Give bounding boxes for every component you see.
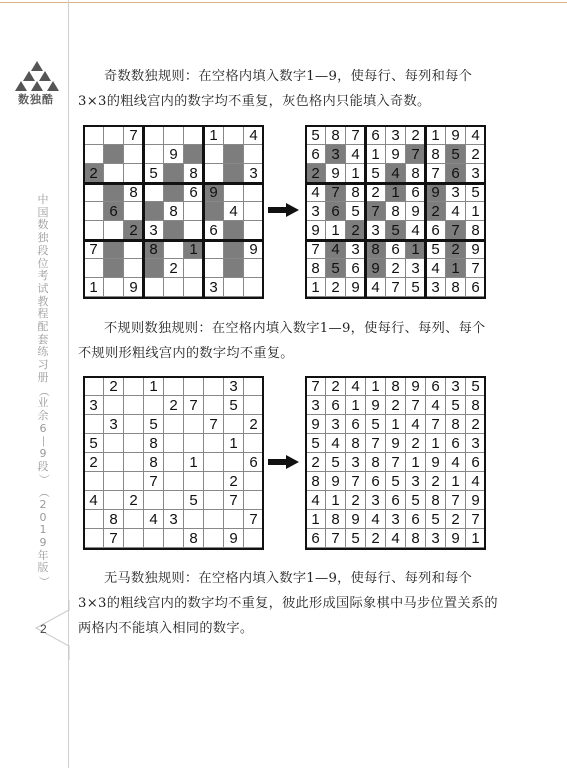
sudoku-cell: 6 [406, 183, 426, 202]
sudoku-cell: 9 [366, 396, 386, 415]
sudoku-cell: 1 [346, 164, 366, 183]
sudoku-cell: 2 [104, 377, 124, 396]
sudoku-cell: 5 [326, 259, 346, 278]
sudoku-cell: 4 [366, 510, 386, 529]
sudoku-cell: 1 [366, 145, 386, 164]
sudoku-cell: 8 [466, 396, 486, 415]
sudoku-box-border [83, 183, 144, 242]
sudoku-cell: 2 [84, 453, 104, 472]
sudoku-box-border [143, 240, 204, 299]
sudoku-cell: 3 [104, 415, 124, 434]
sudoku-cell: 2 [124, 491, 144, 510]
sudoku-cell: 7 [184, 396, 204, 415]
sudoku-cell: 9 [386, 145, 406, 164]
sudoku-cell: 7 [224, 491, 244, 510]
sudoku-cell: 8 [144, 240, 164, 259]
sudoku-cell: 9 [224, 529, 244, 548]
sudoku-box-border [305, 240, 366, 299]
sudoku-box-border [365, 125, 426, 184]
sudoku-cell: 2 [326, 278, 346, 297]
sudoku-cell: 8 [386, 202, 406, 221]
sudoku-cell: 6 [104, 202, 124, 221]
sudoku-cell: 5 [366, 164, 386, 183]
sudoku-cell: 1 [406, 453, 426, 472]
sudoku-cell: 5 [184, 491, 204, 510]
sudoku-cell: 3 [346, 240, 366, 259]
sudoku-cell: 9 [204, 183, 224, 202]
rule-text-antiknight: 无马数独规则：在空格内填入数字1—9，使每行、每列和每个3×3的粗线宫内的数字均不重复，彼此形成国际象棋中马步位置关系的两格内不能填入相同的数字。 [78, 571, 498, 636]
sudoku-cell: 9 [386, 434, 406, 453]
sudoku-cell: 6 [446, 434, 466, 453]
sudoku-cell: 1 [366, 377, 386, 396]
sudoku-cell: 9 [426, 453, 446, 472]
sudoku-cell: 7 [346, 126, 366, 145]
sudoku-cell: 1 [84, 278, 104, 297]
sudoku-cell: 9 [446, 126, 466, 145]
right-arrow-icon [268, 203, 300, 217]
sudoku-cell: 4 [446, 453, 466, 472]
sudoku-cell: 5 [346, 202, 366, 221]
sudoku-cell: 8 [326, 510, 346, 529]
sudoku-cell: 2 [346, 221, 366, 240]
sudoku-cell: 2 [244, 415, 264, 434]
sudoku-cell: 4 [306, 183, 326, 202]
sudoku-cell: 1 [346, 396, 366, 415]
sudoku-cell: 6 [204, 221, 224, 240]
sudoku-cell: 8 [466, 221, 486, 240]
sudoku-cell: 2 [466, 415, 486, 434]
sudoku-outer-border [305, 376, 486, 550]
sudoku-cell: 5 [466, 377, 486, 396]
sudoku-cell: 2 [446, 510, 466, 529]
sudoku-cell: 6 [306, 529, 326, 548]
sudoku-cell: 4 [144, 510, 164, 529]
sudoku-cell: 3 [144, 221, 164, 240]
sudoku-cell: 6 [426, 377, 446, 396]
sudoku-cell: 7 [326, 183, 346, 202]
sudoku-cell: 7 [306, 377, 326, 396]
sudoku-cell: 6 [446, 164, 466, 183]
sudoku-cell: 8 [406, 529, 426, 548]
sudoku-cell: 3 [426, 529, 446, 548]
sudoku-cell: 8 [346, 434, 366, 453]
sudoku-cell: 6 [386, 491, 406, 510]
sudoku-cell: 4 [426, 396, 446, 415]
sudoku-cell: 7 [204, 415, 224, 434]
sudoku-cell: 1 [326, 221, 346, 240]
rule-text-odd: 奇数数独规则：在空格内填入数字1—9，使每行、每列和每个3×3的粗线宫内的数字均不重复，灰色格内只能填入奇数。 [78, 69, 473, 109]
page-tab-shape [0, 600, 70, 660]
sudoku-cell: 8 [144, 453, 164, 472]
sudoku-cell: 2 [406, 126, 426, 145]
rule-paragraph-odd [78, 64, 498, 114]
sudoku-cell: 7 [466, 259, 486, 278]
sudoku-box-border [365, 240, 426, 299]
sudoku-cell: 9 [366, 259, 386, 278]
sudoku-cell: 4 [346, 145, 366, 164]
sudoku-cell: 8 [426, 491, 446, 510]
sudoku-cell: 3 [406, 472, 426, 491]
sudoku-cell: 6 [406, 510, 426, 529]
sudoku-cell: 2 [426, 202, 446, 221]
sudoku-cell: 1 [326, 491, 346, 510]
sudoku-cell: 2 [466, 145, 486, 164]
sudoku-cell: 8 [144, 434, 164, 453]
sudoku-box-border [203, 240, 264, 299]
sudoku-cell: 7 [366, 202, 386, 221]
sudoku-box-border [365, 183, 426, 242]
sudoku-cell: 1 [406, 240, 426, 259]
sudoku-cell: 3 [446, 377, 466, 396]
sudoku-cell: 5 [466, 183, 486, 202]
rule-paragraph-irregular [78, 316, 498, 366]
sudoku-cell: 6 [386, 240, 406, 259]
sudoku-cell: 6 [326, 202, 346, 221]
sudoku-cell: 3 [386, 126, 406, 145]
sudoku-cell: 4 [406, 221, 426, 240]
sudoku-cell: 5 [326, 453, 346, 472]
sudoku-cell: 7 [386, 453, 406, 472]
sudoku-cell: 7 [144, 472, 164, 491]
sudoku-cell: 1 [184, 240, 204, 259]
sudoku-cell: 9 [244, 240, 264, 259]
sudoku-cell: 3 [466, 434, 486, 453]
sudoku-cell: 3 [204, 278, 224, 297]
sudoku-cell: 8 [306, 472, 326, 491]
sudoku-cell: 1 [306, 510, 326, 529]
rule-paragraph-antiknight [78, 566, 498, 641]
sudoku-cell: 8 [426, 145, 446, 164]
sudoku-cell: 8 [386, 377, 406, 396]
sudoku-cell: 5 [144, 164, 164, 183]
sudoku-cell: 8 [104, 510, 124, 529]
sudoku-cell: 4 [366, 278, 386, 297]
sudoku-cell: 4 [466, 472, 486, 491]
sudoku-cell: 7 [326, 529, 346, 548]
logo-text: 数独酷 [18, 93, 54, 106]
sudoku-cell: 9 [346, 278, 366, 297]
sudoku-cell: 2 [446, 240, 466, 259]
sudoku-cell: 4 [406, 415, 426, 434]
sudoku-cell: 9 [406, 377, 426, 396]
sudoku-cell: 4 [466, 126, 486, 145]
sudoku-cell: 9 [466, 240, 486, 259]
sudoku-box-border [83, 240, 144, 299]
sudoku-box-border [305, 125, 366, 184]
sudoku-cell: 4 [84, 491, 104, 510]
sudoku-cell: 3 [366, 221, 386, 240]
sudoku-cell: 3 [164, 510, 184, 529]
sudoku-cell: 2 [346, 491, 366, 510]
sudoku-cell: 6 [366, 472, 386, 491]
sudoku-cell: 9 [326, 164, 346, 183]
right-arrow-icon [268, 455, 300, 469]
sudoku-cell: 6 [466, 453, 486, 472]
sudoku-cell: 5 [306, 126, 326, 145]
sudoku-cell: 3 [466, 164, 486, 183]
sudoku-box-border [425, 125, 486, 184]
sudoku-cell: 3 [346, 453, 366, 472]
sudoku-cell: 9 [306, 221, 326, 240]
sudoku-cell: 7 [104, 529, 124, 548]
sudoku-cell: 1 [446, 259, 466, 278]
sudoku-cell: 1 [426, 434, 446, 453]
sudoku-cell: 2 [386, 396, 406, 415]
sudoku-cell: 1 [204, 126, 224, 145]
sudoku-cell: 3 [326, 145, 346, 164]
sudoku-cell: 2 [164, 396, 184, 415]
sudoku-cell: 5 [386, 472, 406, 491]
sudoku-cell: 6 [466, 278, 486, 297]
sudoku-cell: 7 [84, 240, 104, 259]
sudoku-cell: 7 [466, 510, 486, 529]
sudoku-cell: 4 [386, 529, 406, 548]
sudoku-box-border [203, 125, 264, 184]
sudoku-cell: 2 [124, 221, 144, 240]
sudoku-cell: 8 [346, 183, 366, 202]
sudoku-cell: 8 [124, 183, 144, 202]
sudoku-cell: 4 [306, 491, 326, 510]
sudoku-cell: 7 [346, 472, 366, 491]
sudoku-cell: 1 [446, 472, 466, 491]
sudoku-cell: 9 [164, 145, 184, 164]
sudoku-cell: 5 [446, 145, 466, 164]
sudoku-cell: 7 [366, 434, 386, 453]
sudoku-cell: 5 [84, 434, 104, 453]
sudoku-cell: 8 [406, 164, 426, 183]
sudoku-cell: 6 [346, 259, 366, 278]
sudoku-cell: 3 [366, 491, 386, 510]
sudoku-cell: 2 [224, 472, 244, 491]
sudoku-cell: 8 [326, 126, 346, 145]
sudoku-cell: 3 [306, 202, 326, 221]
sudoku-cell: 4 [244, 126, 264, 145]
sudoku-outer-border [83, 376, 264, 550]
sudoku-cell: 7 [446, 221, 466, 240]
sudoku-cell: 6 [326, 396, 346, 415]
sudoku-cell: 5 [406, 278, 426, 297]
sudoku-box-border [425, 240, 486, 299]
page-number: 2 [40, 622, 47, 636]
sudoku-cell: 6 [366, 126, 386, 145]
sudoku-cell: 4 [386, 164, 406, 183]
sudoku-box-border [143, 183, 204, 242]
sudoku-cell: 6 [306, 145, 326, 164]
side-book-title: 中 国 数 独 段 位 考 试 教 程 配 套 练 习 册 （ 业 余 6 — 9 段 ） （ 2 0 1 9 年 版 ） [37, 193, 51, 587]
sudoku-box-border [143, 125, 204, 184]
sudoku-cell: 7 [406, 145, 426, 164]
sudoku-cell: 2 [386, 259, 406, 278]
sudoku-cell: 1 [184, 453, 204, 472]
sudoku-cell: 7 [446, 491, 466, 510]
sudoku-cell: 8 [306, 259, 326, 278]
sudoku-cell: 3 [446, 183, 466, 202]
sudoku-cell: 5 [346, 529, 366, 548]
sudoku-cell: 8 [446, 415, 466, 434]
rule-text-irregular: 不规则数独规则：在空格内填入数字1—9，使每行、每列、每个不规则形粗线宫内的数字均不重复。 [78, 321, 486, 361]
sudoku-cell: 2 [366, 529, 386, 548]
sudoku-cell: 1 [466, 529, 486, 548]
sudoku-cell: 4 [426, 259, 446, 278]
sudoku-cell: 7 [426, 415, 446, 434]
sudoku-cell: 5 [144, 415, 164, 434]
sudoku-cell: 7 [244, 510, 264, 529]
top-rule [0, 2, 567, 3]
sudoku-cell: 3 [244, 164, 264, 183]
sudoku-cell: 5 [426, 240, 446, 259]
sudoku-cell: 2 [426, 472, 446, 491]
sudoku-cell: 9 [326, 472, 346, 491]
sudoku-cell: 7 [406, 396, 426, 415]
sudoku-cell: 9 [466, 491, 486, 510]
sudoku-cell: 4 [326, 240, 346, 259]
sudoku-cell: 1 [224, 434, 244, 453]
sudoku-box-border [425, 183, 486, 242]
sudoku-cell: 6 [184, 183, 204, 202]
sudoku-cell: 1 [426, 126, 446, 145]
sudoku-cell: 5 [366, 415, 386, 434]
sudoku-cell: 1 [144, 377, 164, 396]
sudoku-cell: 1 [386, 415, 406, 434]
sudoku-cell: 9 [426, 183, 446, 202]
sudoku-cell: 3 [426, 278, 446, 297]
sudoku-cell: 9 [346, 510, 366, 529]
sudoku-cell: 3 [224, 377, 244, 396]
sudoku-cell: 2 [406, 434, 426, 453]
sudoku-cell: 2 [326, 377, 346, 396]
sudoku-cell: 3 [386, 510, 406, 529]
sudoku-cell: 1 [466, 202, 486, 221]
sudoku-cell: 9 [406, 202, 426, 221]
sudoku-cell: 5 [406, 491, 426, 510]
sudoku-cell: 1 [306, 278, 326, 297]
sudoku-cell: 3 [406, 259, 426, 278]
sudoku-cell: 4 [224, 202, 244, 221]
sudoku-cell: 1 [386, 183, 406, 202]
sudoku-cell: 9 [306, 415, 326, 434]
sudoku-cell: 5 [306, 434, 326, 453]
sudoku-cell: 8 [164, 202, 184, 221]
sudoku-cell: 2 [366, 183, 386, 202]
sudoku-cell: 8 [446, 278, 466, 297]
sudoku-cell: 2 [84, 164, 104, 183]
sudoku-box-border [305, 183, 366, 242]
sudoku-cell: 3 [84, 396, 104, 415]
sudoku-cell: 7 [426, 164, 446, 183]
sudoku-cell: 8 [184, 164, 204, 183]
sudoku-box-border [203, 183, 264, 242]
sudoku-cell: 6 [346, 415, 366, 434]
sudoku-cell: 5 [446, 396, 466, 415]
sudoku-cell: 6 [244, 453, 264, 472]
sudoku-cell: 5 [386, 221, 406, 240]
sudoku-cell: 4 [346, 377, 366, 396]
sudoku-cell: 7 [306, 240, 326, 259]
sudoku-cell: 4 [446, 202, 466, 221]
sudoku-cell: 6 [426, 221, 446, 240]
sudoku-cell: 8 [366, 453, 386, 472]
sudoku-cell: 8 [366, 240, 386, 259]
sudoku-cell: 3 [306, 396, 326, 415]
sudoku-cell: 7 [124, 126, 144, 145]
sudoku-cell: 4 [326, 434, 346, 453]
sudoku-cell: 2 [164, 259, 184, 278]
sudoku-cell: 5 [426, 510, 446, 529]
sudoku-cell: 7 [386, 278, 406, 297]
sudoku-cell: 2 [306, 164, 326, 183]
sudoku-cell: 9 [446, 529, 466, 548]
sudoku-cell: 8 [184, 529, 204, 548]
sudoku-cell: 3 [326, 415, 346, 434]
sudoku-box-border [83, 125, 144, 184]
sudoku-cell: 2 [306, 453, 326, 472]
sudoku-cell: 5 [224, 396, 244, 415]
sudoku-cell: 9 [124, 278, 144, 297]
